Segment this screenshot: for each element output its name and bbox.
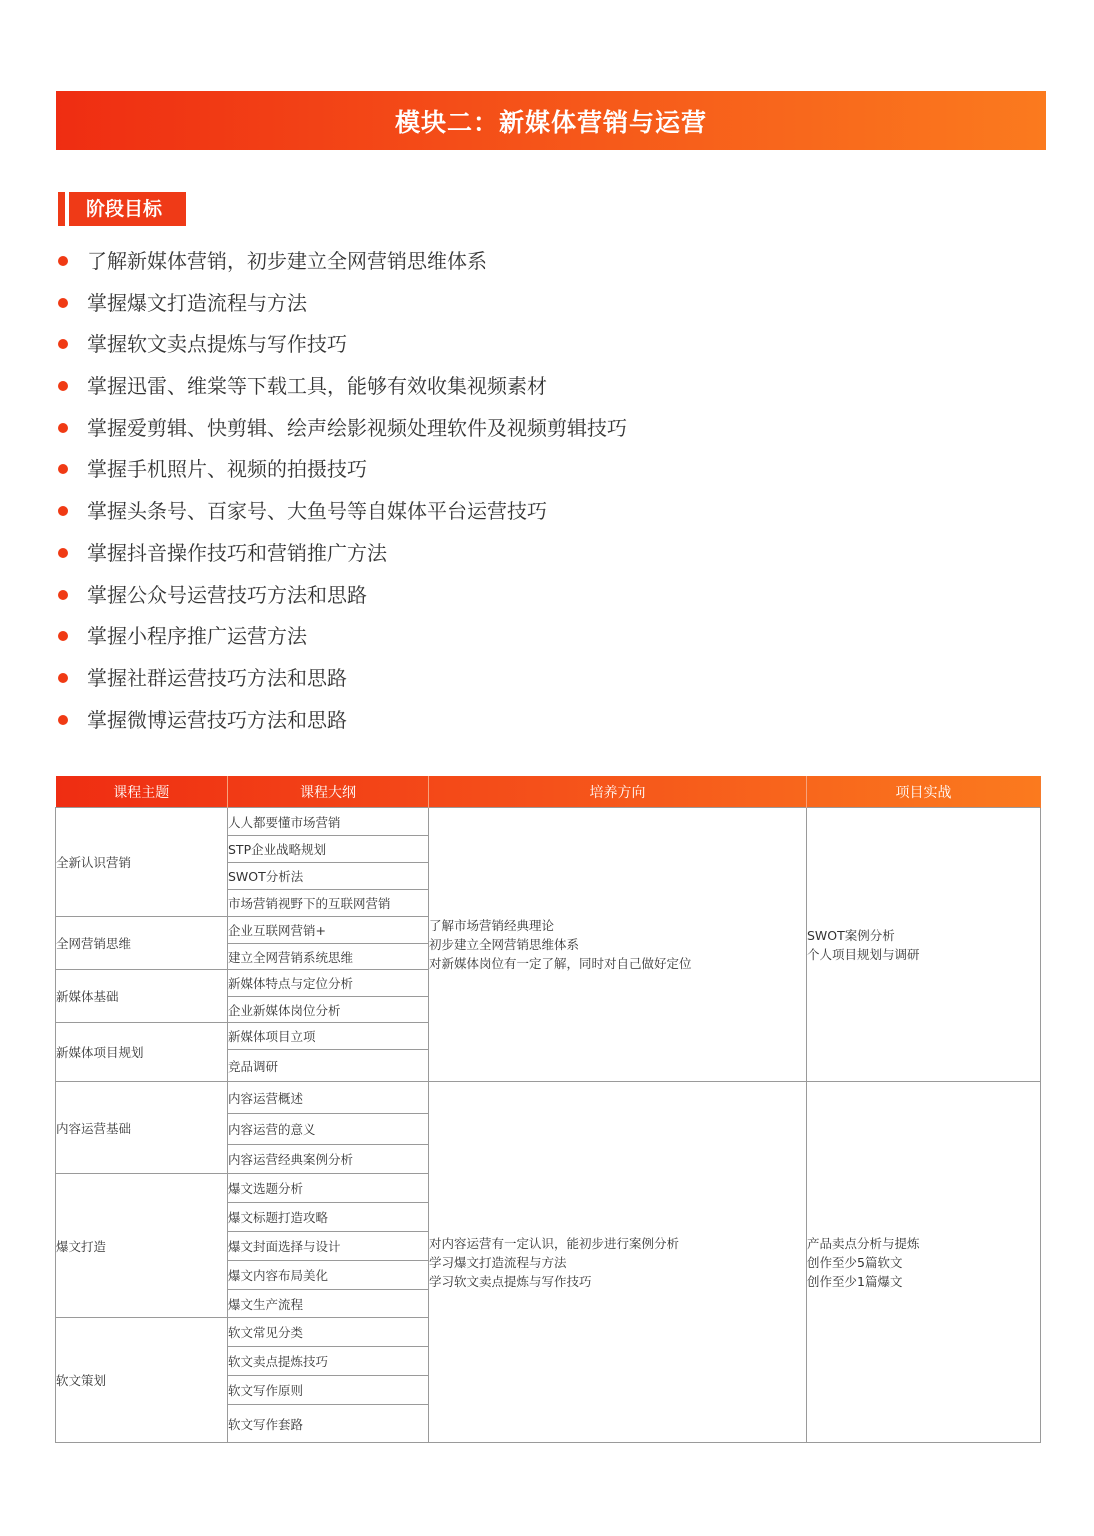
direction-line: 对新媒体岗位有一定了解，同时对自己做好定位 <box>429 956 692 971</box>
outline-cell: 内容运营概述 <box>228 1082 429 1114</box>
module-title: 模块二：新媒体营销与运营 <box>394 107 707 137</box>
goal-item <box>56 658 627 700</box>
outline-cell: 爆文生产流程 <box>228 1290 429 1318</box>
goal-item <box>56 408 627 450</box>
project-line: 产品卖点分析与提炼 <box>807 1235 920 1251</box>
header-outline: 课程大纲 <box>228 776 429 808</box>
stage-goal-tag <box>58 192 186 226</box>
outline-cell: 内容运营的意义 <box>228 1114 429 1145</box>
goal-text: 掌握爱剪辑、快剪辑、绘声绘影视频处理软件及视频剪辑技巧 <box>87 415 627 440</box>
outline-cell: 市场营销视野下的互联网营销 <box>228 890 429 917</box>
goal-item <box>56 366 627 408</box>
outline-cell: 软文写作套路 <box>228 1405 429 1443</box>
bullet-dot-icon <box>58 631 68 641</box>
direction-line: 初步建立全网营销思维体系 <box>429 937 580 952</box>
outline-cell: 软文常见分类 <box>228 1318 429 1347</box>
goal-item <box>56 241 627 283</box>
project-line: SWOT案例分析 <box>807 927 895 943</box>
outline-cell: 爆文封面选择与设计 <box>228 1232 429 1261</box>
outline-cell: 人人都要懂市场营销 <box>228 808 429 836</box>
outline-cell: 建立全网营销系统思维 <box>228 944 429 970</box>
goal-item <box>56 700 627 742</box>
outline-cell: 竞品调研 <box>228 1050 429 1082</box>
goal-item <box>56 449 627 491</box>
header-project: 项目实战 <box>807 776 1041 808</box>
direction-line: 了解市场营销经典理论 <box>429 918 555 933</box>
stage-goal-list <box>56 241 627 741</box>
goal-item <box>56 533 627 575</box>
bullet-dot-icon <box>58 298 68 308</box>
direction-cell-1 <box>429 808 807 1082</box>
topic-cell: 新媒体基础 <box>56 970 228 1023</box>
stage-goal-label: 阶段目标 <box>86 198 163 220</box>
bullet-dot-icon <box>58 256 68 266</box>
topic-cell: 全网营销思维 <box>56 917 228 970</box>
goal-item <box>56 616 627 658</box>
tag-accent-bar <box>58 192 69 226</box>
bullet-dot-icon <box>58 464 68 474</box>
direction-line: 学习爆文打造流程与方法 <box>429 1254 567 1270</box>
header-topic: 课程主题 <box>56 776 228 808</box>
topic-cell: 软文策划 <box>56 1318 228 1443</box>
outline-cell: 软文写作原则 <box>228 1376 429 1405</box>
bullet-dot-icon <box>58 590 68 600</box>
project-line: 个人项目规划与调研 <box>807 946 920 962</box>
goal-text: 掌握迅雷、维棠等下载工具，能够有效收集视频素材 <box>87 374 547 399</box>
bullet-dot-icon <box>58 339 68 349</box>
module-banner <box>56 91 1046 150</box>
direction-line: 学习软文卖点提炼与写作技巧 <box>429 1273 592 1289</box>
topic-cell: 内容运营基础 <box>56 1082 228 1174</box>
bullet-dot-icon <box>58 423 68 433</box>
table-row <box>56 808 1041 836</box>
table-header-row <box>56 776 1041 808</box>
project-line: 创作至少5篇软文 <box>807 1254 903 1270</box>
outline-cell: 企业互联网营销+ <box>228 917 429 944</box>
outline-cell: 爆文标题打造攻略 <box>228 1203 429 1232</box>
goal-item <box>56 575 627 617</box>
goal-item <box>56 491 627 533</box>
goal-text: 掌握社群运营技巧方法和思路 <box>87 665 347 690</box>
header-direction: 培养方向 <box>429 776 807 808</box>
bullet-dot-icon <box>58 673 68 683</box>
bullet-dot-icon <box>58 381 68 391</box>
goal-text: 掌握公众号运营技巧方法和思路 <box>87 582 367 607</box>
goal-text: 掌握微博运营技巧方法和思路 <box>87 707 347 732</box>
goal-text: 掌握软文卖点提炼与写作技巧 <box>87 332 347 357</box>
bullet-dot-icon <box>58 506 68 516</box>
outline-cell: 爆文内容布局美化 <box>228 1261 429 1290</box>
outline-cell: STP企业战略规划 <box>228 836 429 863</box>
outline-cell: 内容运营经典案例分析 <box>228 1145 429 1174</box>
table-row <box>56 1082 1041 1114</box>
project-line: 创作至少1篇爆文 <box>807 1273 903 1289</box>
goal-text: 掌握手机照片、视频的拍摄技巧 <box>87 457 367 482</box>
goal-text: 掌握头条号、百家号、大鱼号等自媒体平台运营技巧 <box>87 499 547 524</box>
project-cell-2 <box>807 1082 1041 1443</box>
bullet-dot-icon <box>58 548 68 558</box>
direction-line: 对内容运营有一定认识，能初步进行案例分析 <box>429 1235 680 1251</box>
goal-text: 掌握爆文打造流程与方法 <box>87 290 307 315</box>
outline-cell: 爆文选题分析 <box>228 1174 429 1203</box>
outline-cell: 新媒体项目立项 <box>228 1023 429 1050</box>
goal-text: 了解新媒体营销，初步建立全网营销思维体系 <box>87 249 487 273</box>
topic-cell: 全新认识营销 <box>56 808 228 917</box>
outline-cell: 新媒体特点与定位分析 <box>228 970 429 997</box>
topic-cell: 爆文打造 <box>56 1174 228 1318</box>
goal-item <box>56 324 627 366</box>
course-table <box>55 776 1041 1443</box>
topic-cell: 新媒体项目规划 <box>56 1023 228 1082</box>
project-cell-1 <box>807 808 1041 1082</box>
goal-item <box>56 283 627 325</box>
goal-text: 掌握抖音操作技巧和营销推广方法 <box>87 540 387 565</box>
bullet-dot-icon <box>58 715 68 725</box>
direction-cell-2 <box>429 1082 807 1443</box>
goal-text: 掌握小程序推广运营方法 <box>87 624 307 649</box>
outline-cell: SWOT分析法 <box>228 863 429 890</box>
outline-cell: 企业新媒体岗位分析 <box>228 997 429 1023</box>
outline-cell: 软文卖点提炼技巧 <box>228 1347 429 1376</box>
